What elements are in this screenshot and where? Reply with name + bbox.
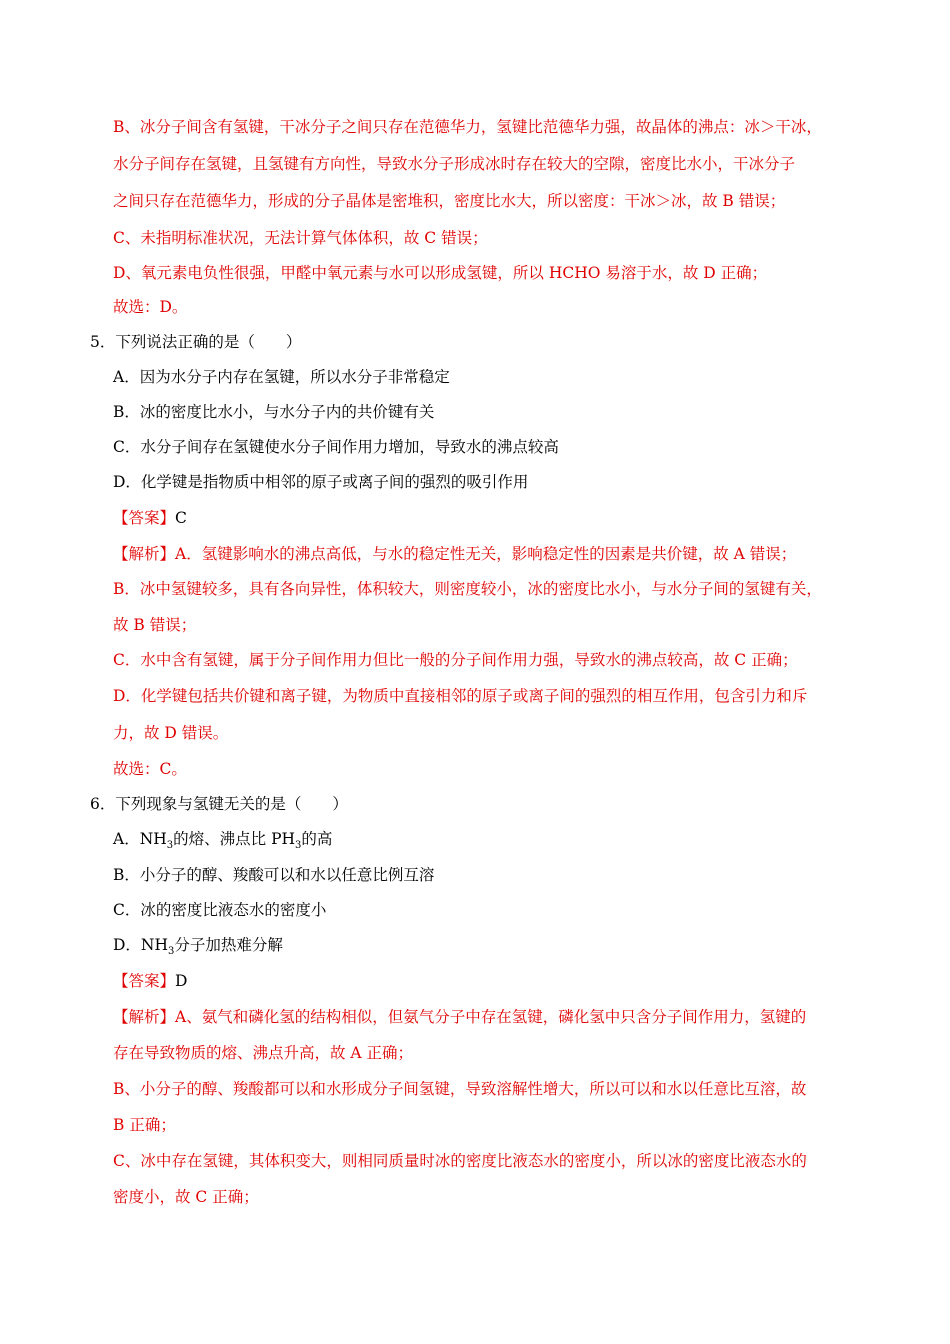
question-6-option-c: C．冰的密度比液态水的密度小 [113,901,327,919]
analysis-line: C、冰中存在氢键，其体积变大，则相同质量时冰的密度比液态水的密度小，所以冰的密度比液态水的 [113,1152,807,1170]
analysis-line: B 正确； [113,1116,176,1134]
option-text: A．NH [113,830,167,848]
analysis-tag: 【解析】 [113,1008,176,1026]
analysis-tag: 【解析】 [113,545,176,563]
answer-value: D [175,972,188,990]
subscript: 3 [295,840,302,852]
question-5-answer [113,508,187,528]
question-5-option-d: D．化学键是指物质中相邻的原子或离子间的强烈的吸引作用 [113,473,529,491]
subscript: 3 [168,946,175,958]
subscript: 3 [166,840,174,852]
question-6-option-a [113,829,332,856]
analysis-line: 故 B 错误； [113,616,197,634]
question-6-analysis-first [113,1007,806,1027]
option-text: 的熔、沸点比 PH [173,830,296,848]
question-5-analysis-first [113,544,796,564]
analysis-line: C．水中含有氢键，属于分子间作用力但比一般的分子间作用力强，导致水的沸点较高，故 C 正确； [113,651,798,669]
question-6-option-b: B．小分子的醇、羧酸可以和水以任意比例互溶 [113,866,435,884]
option-text: 的高 [301,830,333,848]
option-text: D．NH [113,936,169,954]
explanation-line: D、氧元素电负性很强，甲醛中氧元素与水可以形成氢键，所以 HCHO 易溶于水，故 D 正确； [113,264,768,282]
question-6-answer [113,971,187,991]
answer-tag: 【答案】 [113,509,176,527]
answer-value: C [175,509,187,527]
explanation-line: 之间只存在范德华力，形成的分子晶体是密堆积，密度比水大，所以密度：干冰＞冰，故 B 错误； [113,192,786,210]
answer-tag: 【答案】 [113,972,176,990]
question-6-option-d [113,935,283,962]
analysis-line: B．冰中氢键较多，具有各向异性，体积较大，则密度较小，冰的密度比水小，与水分子间的氢键有关， [113,580,822,598]
option-text: 分子加热难分解 [174,936,283,954]
analysis-line: B、小分子的醇、羧酸都可以和水形成分子间氢键，导致溶解性增大，所以可以和水以任意比互溶，故 [113,1080,807,1098]
explanation-line: 水分子间存在氢键，且氢键有方向性，导致水分子形成冰时存在较大的空隙，密度比水小，干冰分子 [113,155,796,173]
analysis-text: A．氢键影响水的沸点高低，与水的稳定性无关，影响稳定性的因素是共价键，故 A 错误； [175,545,797,563]
question-5-option-c: C．水分子间存在氢键使水分子间作用力增加，导致水的沸点较高 [113,438,559,456]
analysis-line: 力，故 D 错误。 [113,724,229,742]
analysis-text: A、氨气和磷化氢的结构相似，但氨气分子中存在氢键，磷化氢中只含分子间作用力，氢键的 [175,1008,807,1026]
explanation-line: B、冰分子间含有氢键，干冰分子之间只存在范德华力，氢键比范德华力强，故晶体的沸点：冰＞干冰， [113,118,822,136]
question-5-option-b: B．冰的密度比水小，与水分子内的共价键有关 [113,403,435,421]
question-6-stem: 6．下列现象与氢键无关的是（ ） [90,795,348,813]
question-5-stem: 5．下列说法正确的是（ ） [90,333,302,351]
question-5-option-a: A．因为水分子内存在氢键，所以水分子非常稳定 [113,368,450,386]
analysis-line: 存在导致物质的熔、沸点升高，故 A 正确； [113,1044,414,1062]
explanation-conclusion: 故选：D。 [113,298,188,316]
analysis-line: D．化学键包括共价键和离子键，为物质中直接相邻的原子或离子间的强烈的相互作用，包含引力和斥 [113,687,808,705]
explanation-line: C、未指明标准状况，无法计算气体体积，故 C 错误； [113,229,488,247]
analysis-conclusion: 故选：C。 [113,760,187,778]
analysis-line: 密度小，故 C 正确； [113,1188,259,1206]
